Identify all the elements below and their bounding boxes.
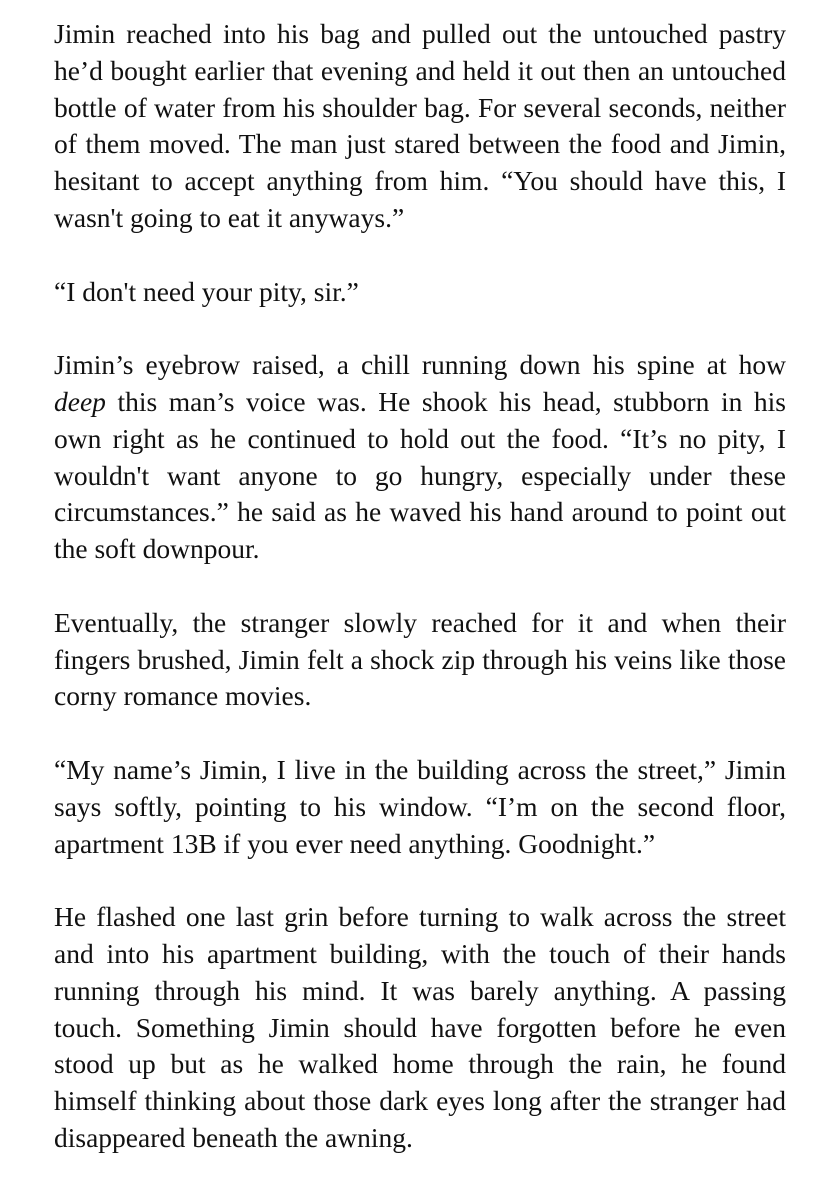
paragraph-introduction: “My name’s Jimin, I live in the building across the street,” Jimin says softly, pointing to his window. “I’m on the second floor, apartment 13B if you ever need anything. Goodnight.” [54,753,786,859]
paragraph-deep-voice [54,347,786,568]
paragraph-deep-voice-end: this man’s voice was. He shook his head, stubborn in his own right as he continued to hold out the food. “It’s no pity, I wouldn't want anyone to go hungry, especially under these circumstances.” he said as he waved his hand around to point out the soft downpour. [54,385,786,565]
paragraph-fingers-brush: Eventually, the stranger slowly reached for it and when their fingers brushed, Jimin felt a shock zip through his veins like those corny romance movies. [54,606,786,712]
paragraph-pity-reply: “I don't need your pity, sir.” [54,275,359,307]
paragraph-walk-home: He flashed one last grin before turning to walk across the street and into his apartment building, with the touch of their hands running through his mind. It was barely anything. A passing touch. Something Jimin should have forgotten before he even stood up but as he walked home through the rain, he found himself thinking about those dark eyes long after the stranger had disappeared beneath the awning. [54,901,786,1153]
paragraph-pastry-offer: Jimin reached into his bag and pulled out the untouched pastry he’d bought earlier that evening and held it out then an untouched bottle of water from his shoulder bag. For several seconds, neither of them moved. The man just stared between the food and Jimin, hesitant to accept anything from him. “You should have this, I wasn't going to eat it anyways.” [54,18,786,233]
emphasized-word-deep: deep [54,385,106,417]
paragraph-deep-voice-start: Jimin’s eyebrow raised, a chill running down his spine at how [54,349,786,381]
